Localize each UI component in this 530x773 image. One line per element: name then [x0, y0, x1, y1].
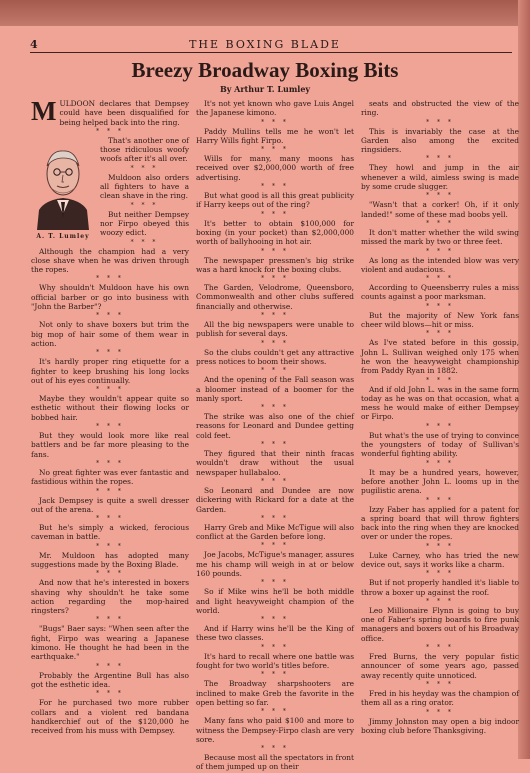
portrait-caption: A. T. Lumley [36, 232, 90, 240]
paragraph: The Garden, Velodrome, Queensboro, Commonwealth and other clubs suffered financially and otherwise. [196, 283, 354, 311]
paragraph: Jack Dempsey is quite a swell dresser out of the arena. [31, 495, 189, 514]
separator-stars: * * * [261, 247, 289, 255]
paragraph: Harry Greb and Mike McTigue will also conflict at the Garden before long. [196, 522, 354, 542]
separator-stars: * * * [261, 210, 289, 218]
paragraph: As I've stated before in this gossip, John L. Sullivan weighed only 175 when he won the heavyweight championship from Paddy Ryan in 1882. [361, 338, 519, 376]
paragraph: All the big newspapers were unable to publish for several days. [196, 320, 354, 339]
separator-stars: * * * [130, 164, 159, 172]
magazine-page [12, 28, 519, 772]
separator-stars: * * * [96, 616, 124, 624]
separator-stars: * * * [261, 275, 289, 283]
paragraph: The strike was also one of the chief reasons for Leonard and Dundee getting cold feet. [196, 412, 354, 440]
separator-stars: * * * [96, 662, 124, 670]
column-1 [31, 96, 189, 736]
paragraph: And if old John L. was in the same form today as he was on that occasion, what a mess he would make of either Dempsey or Firpo. [361, 384, 519, 422]
paragraph: It's better to obtain $100,000 for boxing (in your pocket) than $2,000,000 worth of ballyhooing in hot air. [196, 218, 354, 247]
separator-stars: * * * [261, 616, 289, 624]
separator-stars: * * * [261, 312, 289, 320]
separator-stars: * * * [261, 183, 289, 191]
separator-stars: * * * [96, 515, 124, 523]
separator-stars: * * * [426, 644, 454, 652]
column-3-paragraphs [361, 99, 519, 735]
separator-stars: * * * [261, 708, 289, 716]
paragraph: Fred Burns, the very popular fistic announcer of some years ago, passed away recently quite unnoticed. [361, 652, 519, 680]
separator-stars: * * * [261, 671, 289, 679]
paragraph: So the clubs couldn't get any attractive press notices to boom their shows. [196, 347, 354, 366]
separator-stars: * * * [130, 238, 159, 246]
paragraph: Leo Millionaire Flynn is going to buy one of Faber's spring boards to fire punk managers and boxers out of his Broadway office. [361, 605, 519, 643]
paragraph: No great fighter was ever fantastic and fastidious within the ropes. [31, 467, 189, 487]
separator-stars: * * * [426, 422, 454, 430]
paragraph: But what good is all this great publicity if Harry keeps out of the ring? [196, 191, 354, 210]
separator-stars: * * * [426, 680, 454, 688]
separator-stars: * * * [261, 146, 289, 154]
separator-stars: * * * [261, 339, 289, 347]
paragraph: But they would look more like real battlers and be far more pleasing to the fans. [31, 431, 189, 459]
column-3 [361, 99, 519, 736]
separator-stars: * * * [426, 118, 454, 126]
paragraph: They howl and jump in the air whenever a wild, aimless swing is made by some crude slugger. [361, 163, 519, 192]
paragraph: seats and obstructed the view of the ring. [361, 99, 519, 118]
page-number: 4 [30, 38, 38, 51]
paragraph: "Bugs" Baer says: "When seen after the fight, Firpo was wearing a Japanese kimono. He thought he had been in the earthquake." [31, 624, 189, 662]
masthead: THE BOXING BLADE [189, 38, 341, 51]
header-rule [30, 52, 512, 53]
separator-stars: * * * [96, 386, 124, 394]
paragraph: For he purchased two more rubber collars and a violent red bandana handkerchief out of the $120,000 he received from his muss with Dempsey. [31, 698, 189, 736]
man-portrait-icon [31, 138, 95, 230]
separator-stars: * * * [426, 302, 454, 310]
separator-stars: * * * [426, 330, 454, 338]
paragraph: And now that he's interested in boxers shaving why shouldn't he take some action regarding the mop-haired ringsters? [31, 578, 189, 616]
lead-paragraph: MULDOON declares that Dempsey could have been disqualified for being helped back into the ring. [31, 96, 189, 127]
separator-stars: * * * [96, 690, 124, 698]
paragraph: And if Harry wins he'll be the King of these two classes. [196, 624, 354, 643]
paragraph: Joe Jacobs, McTigue's manager, assures me his champ will weigh in at or below 160 pounds. [196, 550, 354, 578]
separator-stars: * * * [261, 477, 289, 485]
separator-stars: * * * [426, 597, 454, 605]
separator-stars: * * * [96, 487, 124, 495]
separator-stars: * * * [261, 404, 289, 412]
separator-stars: * * * [261, 542, 289, 550]
paragraph: It's not yet known who gave Luis Angel the Japanese kimono. [196, 99, 354, 118]
separator-stars: * * * [261, 643, 289, 651]
separator-stars: * * * [96, 127, 124, 135]
separator-stars: * * * [96, 312, 124, 320]
paragraph: Probably the Argentine Bull has also got the esthetic idea. [31, 670, 189, 689]
page-top-shadow [0, 0, 530, 26]
separator-stars: * * * [96, 459, 124, 467]
separator-stars: * * * [426, 459, 454, 467]
paragraph: Mr. Muldoon has adopted many suggestions made by the Boxing Blade. [31, 550, 189, 569]
paragraph: But if not properly handled it's liable to throw a boxer up against the roof. [361, 578, 519, 597]
separator-stars: * * * [96, 349, 124, 357]
paragraph: Paddy Mullins tells me he won't let Harry Wills fight Firpo. [196, 126, 354, 145]
paragraph: It don't matter whether the wild swing missed the mark by two or three feet. [361, 227, 519, 247]
binding-spine [518, 0, 530, 759]
paragraph: So if Mike wins he'll be both middle and light heavyweight champion of the world. [196, 587, 354, 615]
paragraph: Maybe they wouldn't appear quite so esthetic without their flowing locks or bobbed hair. [31, 394, 189, 422]
paragraph: As long as the intended blow was very violent and audacious. [361, 255, 519, 274]
separator-stars: * * * [426, 376, 454, 384]
author-portrait [31, 138, 95, 241]
paragraph: Wills for many, many moons has received over $2,000,000 worth of free advertising. [196, 154, 354, 182]
separator-stars: * * * [261, 514, 289, 522]
column-2 [196, 99, 354, 773]
separator-stars: * * * [426, 570, 454, 578]
paragraph: Because most all the spectators in front of them jumped up on their [196, 753, 354, 772]
separator-stars: * * * [261, 441, 289, 449]
separator-stars: * * * [96, 423, 124, 431]
paragraph: It's hardly proper ring etiquette for a fighter to keep brushing his long locks out of his eyes continually. [31, 357, 189, 385]
paragraph: It may be a hundred years, however, before another John L. looms up in the pugilistic arena. [361, 467, 519, 496]
separator-stars: * * * [261, 745, 289, 753]
paragraph: But neither Dempsey nor Firpo obeyed this woozy edict. [100, 209, 189, 238]
paragraph: Although the champion had a very close shave when he was driven through the ropes. [31, 246, 189, 275]
separator-stars: * * * [96, 542, 124, 550]
paragraph: That's another one of those ridiculous woofy woofs after it's all over. [100, 135, 189, 164]
paragraph: This is invariably the case at the Garden also among the excited ringsiders. [361, 126, 519, 155]
separator-stars: * * * [426, 496, 454, 504]
separator-stars: * * * [261, 118, 289, 126]
separator-stars: * * * [426, 542, 454, 550]
paragraph: Jimmy Johnston may open a big indoor boxing club before Thanksgiving. [361, 716, 519, 735]
paragraph: Not only to shave boxers but trim the big mop of hair some of them wear in action. [31, 320, 189, 348]
paragraph: Izzy Faber has applied for a patent for a spring board that will throw fighters back into the ring when they are knocked over or under the ropes. [361, 504, 519, 542]
separator-stars: * * * [261, 367, 289, 375]
article-title: Breezy Broadway Boxing Bits [131, 58, 399, 82]
paragraph: But what's the use of trying to convince the youngsters of today of Sullivan's wonderful fighting ability. [361, 430, 519, 459]
paragraph: Many fans who paid $100 and more to witness the Dempsey-Firpo clash are very sore. [196, 716, 354, 744]
paragraph: "Wasn't that a corker! Oh, if it only landed!" some of these mad boobs yell. [361, 200, 519, 219]
separator-stars: * * * [130, 201, 159, 209]
paragraph: Fred in his heyday was the champion of them all as a ring orator. [361, 688, 519, 708]
separator-stars: * * * [426, 219, 454, 227]
paragraph: The Broadway sharpshooters are inclined to make Greb the favorite in the open betting so far. [196, 679, 354, 707]
article-byline: By Arthur T. Lumley [219, 84, 311, 94]
column-2-paragraphs [196, 99, 354, 772]
separator-stars: * * * [261, 579, 289, 587]
paragraph: Muldoon also orders all fighters to have a clean shave in the ring. [100, 172, 189, 201]
paragraph: But the majority of New York fans cheer wild blows—hit or miss. [361, 310, 519, 330]
separator-stars: * * * [426, 192, 454, 200]
paragraph: They figured that their ninth fracas wouldn't draw without the usual newspaper hullabaloo. [196, 449, 354, 477]
drop-cap: M [31, 96, 57, 126]
paragraph: Luke Carney, who has tried the new device out, says it works like a charm. [361, 550, 519, 569]
paragraph: And the opening of the Fall season was a bloomer instead of a boomer for the manly sport. [196, 375, 354, 403]
paragraph: Why shouldn't Muldoon have his own official barber or go into business with "John the Barber"? [31, 283, 189, 312]
paragraph: So Leonard and Dundee are now dickering with Rickard for a date at the Garden. [196, 485, 354, 514]
paragraph: It's hard to recall where one battle was fought for two world's titles before. [196, 651, 354, 671]
separator-stars: * * * [426, 155, 454, 163]
separator-stars: * * * [426, 275, 454, 283]
paragraph: According to Queensberry rules a miss counts against a poor marksman. [361, 283, 519, 302]
separator-stars: * * * [426, 708, 454, 716]
paragraph: The newspaper pressmen's big strike was a hard knock for the boxing clubs. [196, 255, 354, 274]
page-header [12, 38, 518, 52]
separator-stars: * * * [96, 275, 124, 283]
separator-stars: * * * [426, 247, 454, 255]
paragraph: But he's simply a wicked, ferocious caveman in battle. [31, 523, 189, 542]
separator-stars: * * * [96, 570, 124, 578]
